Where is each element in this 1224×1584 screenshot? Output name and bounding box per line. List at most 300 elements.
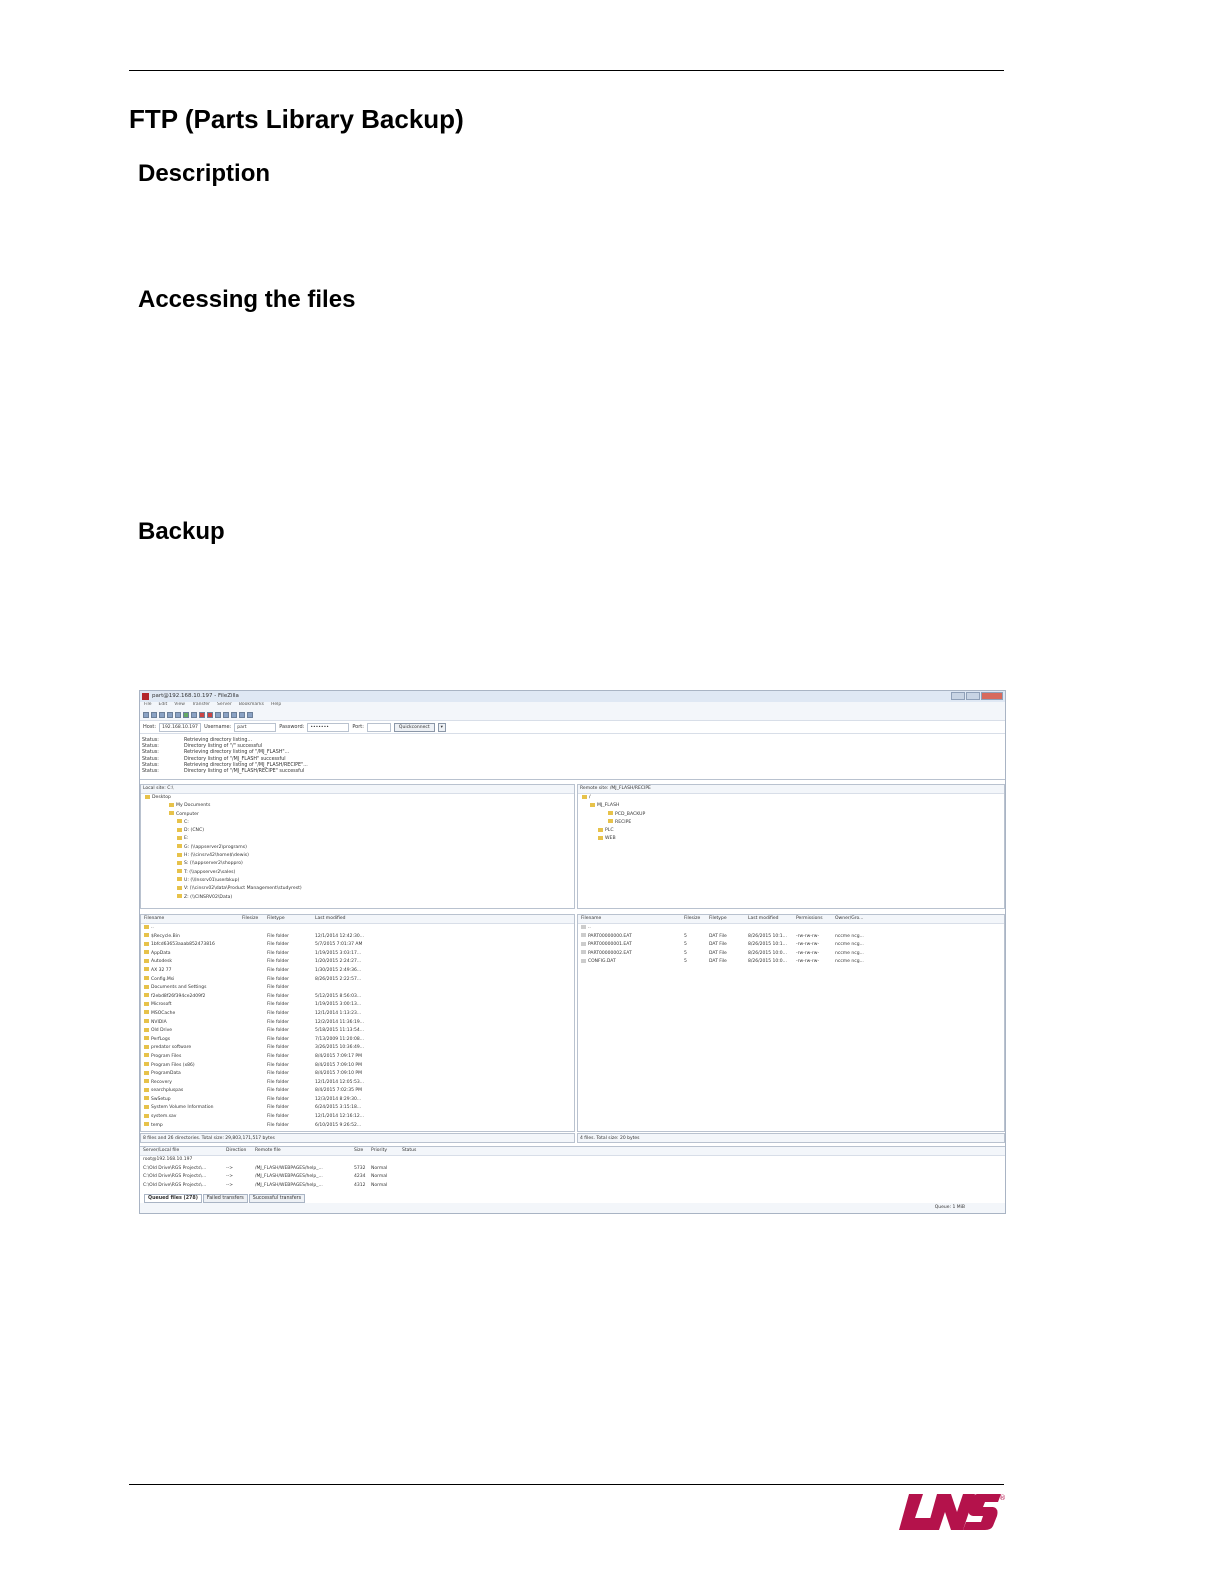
table-row[interactable] (141, 1104, 574, 1113)
folder-icon (144, 1096, 149, 1100)
table-row[interactable] (578, 933, 1004, 942)
queue-server-row[interactable] (140, 1156, 1005, 1165)
section-heading-accessing: Accessing the files (138, 286, 356, 313)
column-header[interactable]: Owner/Gro... (835, 916, 864, 921)
file-type: File folder (267, 967, 290, 973)
file-modified: 5/18/2015 11:13:54... (315, 1028, 365, 1034)
table-row[interactable] (141, 1070, 574, 1079)
column-header[interactable]: Direction (226, 1148, 247, 1153)
remote-status: 4 files. Total size: 20 bytes (577, 1133, 1005, 1143)
file-type: File folder (267, 976, 290, 982)
folder-icon (144, 1071, 149, 1075)
file-icon (581, 950, 586, 954)
local-site-bar (141, 785, 574, 794)
remote-tree-item[interactable] (578, 794, 1004, 802)
file-size (239, 993, 264, 1002)
maximize-icon[interactable] (966, 692, 980, 700)
queue-row[interactable] (140, 1182, 1005, 1191)
file-name (141, 1036, 239, 1045)
folder-icon (144, 1028, 149, 1032)
toggle-local-tree-icon[interactable] (159, 712, 165, 718)
log-text: Directory listing of "/MJ_FLASH" successful (184, 756, 286, 762)
remote-tree-item[interactable] (578, 827, 1004, 835)
file-type: File folder (267, 1096, 290, 1102)
refresh-icon[interactable] (183, 712, 189, 718)
file-type: File folder (267, 1053, 290, 1059)
column-header[interactable]: Filetype (709, 916, 727, 921)
folder-icon (608, 819, 613, 823)
file-type: File folder (267, 1028, 290, 1034)
folder-icon (598, 828, 603, 832)
remote-file-header (578, 915, 1004, 924)
local-tree-item[interactable] (141, 894, 574, 902)
column-header[interactable]: Filesize (684, 916, 701, 921)
file-modified: 1/20/2015 2:24:27... (315, 959, 362, 965)
password-label: Password: (279, 724, 305, 730)
toggle-remote-tree-icon[interactable] (167, 712, 173, 718)
file-type: File folder (267, 1010, 290, 1016)
file-size (239, 1019, 264, 1028)
window-title: part@192.168.10.197 - FileZilla (152, 693, 239, 699)
file-name (141, 1010, 239, 1019)
host-input[interactable]: 192.168.10.197 (159, 723, 201, 732)
window-titlebar (140, 691, 1005, 702)
file-modified: 7/13/2009 11:20:08... (315, 1036, 365, 1042)
file-name-text: Recovery (151, 1079, 172, 1085)
file-modified: 8/4/2015 7:02:35 PM (315, 1088, 363, 1094)
table-row[interactable] (578, 958, 1004, 967)
queue-remote: /MJ_FLASH/WEBPAGES/help_... (255, 1182, 323, 1188)
column-header[interactable]: Priority (371, 1148, 388, 1153)
queue-server: root@192.168.10.197 (143, 1157, 193, 1162)
table-row[interactable] (141, 976, 574, 985)
queue-priority: Normal (371, 1174, 388, 1180)
file-name-text: PART00000002.EAT (588, 950, 632, 956)
file-size (239, 1113, 264, 1122)
toolbar (140, 709, 1005, 721)
local-tree-label: H: (\\cinsrv42\home$\dewis) (184, 853, 249, 859)
file-name-text: Program Files (151, 1053, 182, 1059)
file-type: DAT File (709, 959, 727, 965)
remote-tree-label: / (589, 795, 591, 800)
file-size (239, 941, 264, 950)
table-row[interactable] (141, 950, 574, 959)
folder-icon (177, 828, 182, 832)
folder-icon (144, 1079, 149, 1083)
local-site-input[interactable]: C:\ (167, 786, 174, 791)
folder-icon (144, 1010, 149, 1014)
local-file-list (140, 914, 575, 1132)
queue-local: C:\Old Drive\RGS Projects\... (143, 1165, 207, 1171)
file-name (141, 1027, 239, 1036)
file-size (239, 1027, 264, 1036)
table-row[interactable] (578, 924, 1004, 933)
table-row[interactable] (141, 1122, 574, 1131)
lns-logo (893, 1492, 1005, 1532)
file-modified: 12/3/2014 8:29:30... (315, 1096, 362, 1102)
file-size (239, 1122, 264, 1131)
table-row[interactable] (141, 933, 574, 942)
folder-icon (598, 836, 603, 840)
local-tree-label: Z: (\\CINSRV02\Data) (184, 894, 233, 900)
folder-icon (145, 795, 150, 799)
table-row[interactable] (141, 958, 574, 967)
file-size (239, 976, 264, 985)
file-modified: 8/26/2015 10:1... (748, 933, 787, 939)
filter-icon[interactable] (223, 712, 229, 718)
table-row[interactable] (141, 1087, 574, 1096)
file-name-text: temp (151, 1122, 163, 1128)
log-label: Status: (142, 769, 159, 775)
queue-local: C:\Old Drive\RGS Projects\... (143, 1182, 207, 1188)
filezilla-screenshot (139, 690, 1006, 1214)
local-tree-label: G: (\\appserver2\programs) (184, 844, 247, 850)
local-tree-label: U: (\\lnssrv01\userbkup) (184, 877, 240, 883)
file-name-text: Old Drive (151, 1028, 173, 1034)
folder-icon (144, 1053, 149, 1057)
table-row[interactable] (578, 941, 1004, 950)
file-modified: 12/1/2014 12:16:12... (315, 1114, 365, 1120)
file-name (578, 924, 681, 933)
port-input[interactable] (367, 723, 391, 732)
folder-icon (144, 1088, 149, 1092)
file-name (141, 1104, 239, 1113)
table-row[interactable] (141, 967, 574, 976)
folder-icon (582, 795, 587, 799)
remote-file-list (577, 914, 1005, 1132)
folder-icon (144, 967, 149, 971)
local-tree-item[interactable] (141, 819, 574, 827)
file-modified: 8/26/2015 10:1... (748, 942, 787, 948)
local-tree-pane (140, 784, 575, 909)
file-name-text: Program Files (x86) (151, 1062, 195, 1068)
table-row[interactable] (141, 1036, 574, 1045)
file-modified: 12/1/2014 12:05:53... (315, 1079, 365, 1085)
file-size: 5 (684, 959, 687, 965)
table-row[interactable] (141, 1010, 574, 1019)
file-name-text: Microsoft (151, 1002, 172, 1008)
search-icon[interactable] (247, 712, 253, 718)
local-tree-label: V: (\\cinsrv02\data\Product Management\studyrest) (184, 886, 302, 892)
remote-tree (578, 794, 1004, 844)
table-row[interactable] (141, 924, 574, 933)
local-tree-item[interactable] (141, 794, 574, 802)
file-name (141, 984, 239, 993)
cancel-icon[interactable] (199, 712, 205, 718)
file-size: 5 (684, 933, 687, 939)
menu-server[interactable]: Server (217, 702, 232, 707)
log-label: Status: (142, 738, 159, 743)
table-row[interactable] (141, 1096, 574, 1105)
file-size (239, 1070, 264, 1079)
folder-icon (144, 1036, 149, 1040)
file-type: File folder (267, 985, 290, 991)
folder-icon (144, 1045, 149, 1049)
menu-file[interactable]: File (144, 702, 152, 707)
file-size (239, 1010, 264, 1019)
close-icon[interactable] (981, 692, 1003, 700)
folder-icon (177, 886, 182, 890)
file-modified: 1/19/2015 3:00:13... (315, 1002, 362, 1008)
queue-size: Queue: 1 MiB (934, 1205, 965, 1210)
column-header[interactable]: Filesize (242, 916, 259, 921)
file-name-text: Documents and Settings (151, 985, 207, 991)
menu-edit[interactable]: Edit (158, 702, 168, 707)
file-modified: 12/1/2014 1:13:23... (315, 1010, 362, 1016)
local-tree-label: D: (CNC) (184, 828, 204, 834)
queue-priority: Normal (371, 1165, 388, 1171)
file-type: DAT File (709, 950, 727, 956)
local-tree-label: T: (\\appserver2\sales) (184, 869, 236, 875)
file-name-text: f2ebd8f26f394ce2d09f2 (151, 993, 206, 999)
menu-transfer[interactable]: Transfer (191, 702, 211, 707)
reconnect-icon[interactable] (215, 712, 221, 718)
bottom-rule (129, 1484, 1004, 1485)
local-tree-item[interactable] (141, 852, 574, 860)
file-name (141, 1113, 239, 1122)
file-owner: nccme ncg... (835, 942, 864, 948)
file-modified: 5/12/2015 8:56:03... (315, 993, 362, 999)
status-bar (140, 1203, 1005, 1213)
menu-view[interactable]: View (174, 702, 185, 707)
column-header[interactable]: Server/Local file (143, 1148, 180, 1153)
file-modified: 8/26/2015 10:0... (748, 959, 787, 965)
file-modified: 6/24/2015 3:15:18... (315, 1105, 362, 1111)
file-name (141, 1079, 239, 1088)
file-modified: 8/4/2015 7:09:10 PM (315, 1062, 363, 1068)
local-tree-label: Desktop (152, 795, 171, 800)
column-header[interactable]: Last modified (748, 916, 779, 921)
file-permissions: -rw-rw-rw- (796, 959, 820, 965)
file-name-text: AX 32 77 (151, 967, 172, 973)
file-name-text: .. (588, 925, 591, 930)
file-name (578, 933, 681, 942)
file-type: File folder (267, 959, 290, 965)
file-icon (581, 942, 586, 946)
file-modified: 6/10/2015 9:26:52... (315, 1122, 362, 1128)
section-heading-description: Description (138, 160, 271, 187)
folder-icon (144, 1002, 149, 1006)
local-tree-label: C: (184, 819, 189, 825)
file-modified (312, 924, 435, 933)
file-size (239, 967, 264, 976)
remote-tree-item[interactable] (578, 811, 1004, 819)
column-header[interactable]: Filename (144, 916, 165, 921)
quickconnect-dropdown-icon[interactable]: ▾ (438, 723, 446, 732)
column-header[interactable]: Status (402, 1148, 417, 1153)
file-modified (312, 984, 435, 993)
file-type: File folder (267, 942, 290, 948)
toggle-queue-icon[interactable] (175, 712, 181, 718)
column-header[interactable]: Filetype (267, 916, 285, 921)
disconnect-icon[interactable] (207, 712, 213, 718)
remote-tree-label: WEB (605, 836, 616, 842)
table-row[interactable] (141, 1113, 574, 1122)
tab-failed-transfers[interactable]: Failed transfers (203, 1194, 248, 1203)
table-row[interactable] (141, 984, 574, 993)
file-name (578, 950, 681, 959)
queue-remote: /MJ_FLASH/WEBPAGES/help_... (255, 1174, 323, 1180)
menu-help[interactable]: Help (270, 702, 282, 707)
remote-tree-label: MJ_FLASH (597, 803, 620, 809)
local-tree-label: Computer (176, 811, 199, 817)
local-site-label: Local site: (143, 786, 166, 791)
local-tree (141, 794, 574, 902)
file-name-text: PART00000000.EAT (588, 933, 632, 939)
queue-row[interactable] (140, 1165, 1005, 1174)
file-type: File folder (267, 1088, 290, 1094)
local-tree-item[interactable] (141, 885, 574, 893)
column-header[interactable]: Remote file (255, 1148, 281, 1153)
remote-tree-label: PCD_BACKUP (615, 811, 646, 817)
folder-icon (590, 803, 595, 807)
file-type: File folder (267, 1019, 290, 1025)
file-name (141, 1122, 239, 1131)
table-row[interactable] (141, 1044, 574, 1053)
file-name (141, 958, 239, 967)
file-type: File folder (267, 1071, 290, 1077)
queue-row[interactable] (140, 1173, 1005, 1182)
queue-header (140, 1147, 1005, 1156)
file-size (239, 1001, 264, 1010)
tab-queued-files[interactable]: Queued files (278) (144, 1194, 202, 1203)
table-row[interactable] (141, 1027, 574, 1036)
file-name-text: predator software (151, 1045, 192, 1051)
file-name-text: AppData (151, 950, 171, 956)
column-header[interactable]: Size (354, 1148, 364, 1153)
folder-icon (144, 925, 149, 929)
remote-site-input[interactable]: /MJ_FLASH/RECIPE (609, 786, 651, 791)
file-name-text: CONFIG.DAT (588, 959, 616, 965)
folder-icon (177, 877, 182, 881)
remote-tree-item[interactable] (578, 819, 1004, 827)
log-text: Directory listing of "/" successful (184, 744, 263, 750)
local-tree-item[interactable] (141, 827, 574, 835)
queue-direction: --> (226, 1174, 234, 1180)
local-tree-item[interactable] (141, 869, 574, 877)
quickconnect-button[interactable]: Quickconnect (394, 723, 435, 732)
remote-tree-item[interactable] (578, 802, 1004, 810)
log-label: Status: (142, 756, 159, 762)
folder-icon (144, 950, 149, 954)
folder-icon (177, 819, 182, 823)
folder-icon (144, 1019, 149, 1023)
file-size (239, 1036, 264, 1045)
sync-browse-icon[interactable] (239, 712, 245, 718)
site-manager-icon[interactable] (143, 712, 149, 718)
table-row[interactable] (141, 941, 574, 950)
local-tree-item[interactable] (141, 877, 574, 885)
tab-successful-transfers[interactable]: Successful transfers (249, 1194, 305, 1203)
toggle-log-icon[interactable] (151, 712, 157, 718)
menu-bookmarks[interactable]: Bookmarks (238, 702, 264, 707)
host-label: Host: (143, 724, 157, 730)
password-input[interactable]: ••••••• (307, 723, 349, 732)
file-name (578, 958, 681, 967)
table-row[interactable] (141, 1053, 574, 1062)
table-row[interactable] (141, 1079, 574, 1088)
file-size (239, 984, 264, 993)
file-modified: 8/4/2015 7:09:17 PM (315, 1053, 363, 1059)
file-name-text: $Recycle.Bin (151, 933, 180, 939)
file-type: File folder (267, 1036, 290, 1042)
file-size (239, 1096, 264, 1105)
file-type: File folder (267, 993, 290, 999)
log-label: Status: (142, 750, 159, 756)
file-size (681, 924, 706, 933)
page-title: FTP (Parts Library Backup) (129, 104, 464, 134)
folder-icon (177, 836, 182, 840)
process-queue-icon[interactable] (191, 712, 197, 718)
file-size (239, 1087, 264, 1096)
port-label: Port: (352, 724, 364, 730)
local-tree-item[interactable] (141, 802, 574, 810)
folder-icon (144, 976, 149, 980)
folder-icon (169, 803, 174, 807)
file-name-text: system.sav (151, 1114, 177, 1120)
table-row[interactable] (141, 1019, 574, 1028)
file-modified: 12/2/2014 11:36:19... (315, 1019, 365, 1025)
table-row[interactable] (141, 1062, 574, 1071)
section-heading-backup: Backup (138, 518, 225, 545)
log-row (142, 769, 1005, 775)
username-input[interactable]: part (234, 723, 276, 732)
file-name (141, 976, 239, 985)
file-modified: 1/19/2015 3:03:17... (315, 950, 362, 956)
compare-icon[interactable] (231, 712, 237, 718)
table-row[interactable] (141, 993, 574, 1002)
table-row[interactable] (141, 1001, 574, 1010)
file-name-text: 1bfcd63653aaab852473816 (151, 942, 215, 948)
file-name-text: ProgramData (151, 1071, 181, 1077)
file-owner: nccme ncg... (835, 959, 864, 965)
file-name-text: .. (151, 925, 154, 930)
file-owner (832, 924, 895, 933)
folder-icon (177, 861, 182, 865)
column-header[interactable]: Last modified (315, 916, 346, 921)
file-type (706, 924, 745, 933)
folder-icon (608, 811, 613, 815)
top-rule (129, 70, 1004, 71)
folder-icon (177, 853, 182, 857)
file-name-text: PART00000001.EAT (588, 942, 632, 948)
local-tree-item[interactable] (141, 860, 574, 868)
table-row[interactable] (578, 950, 1004, 959)
column-header[interactable]: Permissions (796, 916, 823, 921)
file-icon (581, 933, 586, 937)
folder-icon (144, 993, 149, 997)
local-tree-item[interactable] (141, 811, 574, 819)
folder-icon (177, 844, 182, 848)
local-tree-item[interactable] (141, 844, 574, 852)
remote-tree-item[interactable] (578, 835, 1004, 843)
file-owner: nccme ncg... (835, 933, 864, 939)
svg-text:®: ® (999, 1494, 1006, 1502)
file-size (239, 1053, 264, 1062)
queue-priority: Normal (371, 1182, 388, 1188)
minimize-icon[interactable] (951, 692, 965, 700)
local-tree-label: S: (\\appserver2\shoppro) (184, 861, 243, 867)
local-status: 8 files and 26 directories. Total size: 29,803,171,517 bytes (140, 1133, 575, 1143)
file-name (141, 967, 239, 976)
file-permissions: -rw-rw-rw- (796, 950, 820, 956)
file-name-text: MSOCache (151, 1010, 176, 1016)
file-modified: 3/26/2015 10:36:49... (315, 1045, 365, 1051)
queue-size: 4234 (354, 1174, 366, 1180)
column-header[interactable]: Filename (581, 916, 602, 921)
file-name (141, 1001, 239, 1010)
local-tree-item[interactable] (141, 835, 574, 843)
